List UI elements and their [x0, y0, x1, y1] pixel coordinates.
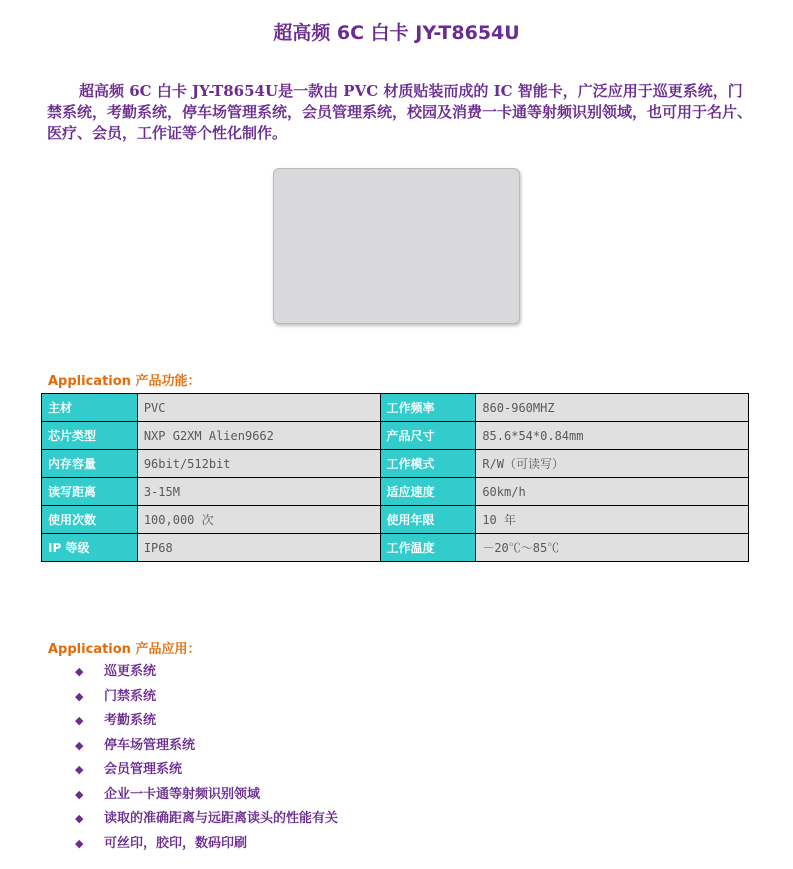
diamond-bullet-icon: ◆: [75, 812, 84, 826]
spec-value: 860-960MHZ: [476, 394, 749, 422]
spec-row: [42, 422, 749, 450]
spec-value: －20℃～85℃: [476, 534, 749, 562]
product-intro: 超高频 6C 白卡 JY-T8654U是一款由 PVC 材质贴装而成的 IC 智能卡，广泛应用于巡更系统，门禁系统，考勤系统，停车场管理系统，会员管理系统，校园及消费一卡通等射频识别领域，也可用于名片、医疗、会员，工作证等个性化制作。: [47, 82, 753, 142]
spec-label: 工作频率: [380, 394, 476, 422]
spec-row: [42, 534, 749, 562]
spec-value: 85.6*54*0.84mm: [476, 422, 749, 450]
spec-label: 产品尺寸: [380, 422, 476, 450]
spec-row: [42, 506, 749, 534]
page-title: 超高频 6C 白卡 JY-T8654U: [273, 22, 520, 44]
spec-value: 3-15M: [137, 478, 380, 506]
spec-label: 使用年限: [380, 506, 476, 534]
application-heading: Application 产品应用：: [48, 642, 201, 657]
spec-value: 10 年: [476, 506, 749, 534]
white-card-image: [273, 168, 520, 324]
diamond-bullet-icon: ◆: [75, 787, 84, 801]
list-item: [75, 709, 338, 734]
spec-row: [42, 394, 749, 422]
spec-row: [42, 478, 749, 506]
diamond-bullet-icon: ◆: [75, 714, 84, 728]
spec-label: 使用次数: [42, 506, 138, 534]
list-item: [75, 734, 338, 759]
spec-value: NXP G2XM Alien9662: [137, 422, 380, 450]
spec-label: 内存容量: [42, 450, 138, 478]
spec-table: [41, 393, 749, 562]
spec-label: 工作模式: [380, 450, 476, 478]
spec-value: IP68: [137, 534, 380, 562]
spec-label: 主材: [42, 394, 138, 422]
list-item-label: 门禁系统: [104, 688, 157, 704]
spec-value: 100,000 次: [137, 506, 380, 534]
list-item-label: 企业一卡通等射频识别领域: [104, 786, 261, 802]
list-item-label: 停车场管理系统: [104, 737, 196, 753]
spec-label: 芯片类型: [42, 422, 138, 450]
spec-value: PVC: [137, 394, 380, 422]
diamond-bullet-icon: ◆: [75, 665, 84, 679]
spec-value: R/W（可读写）: [476, 450, 749, 478]
spec-row: [42, 450, 749, 478]
list-item-label: 可丝印，胶印，数码印刷: [104, 835, 248, 851]
list-item-label: 会员管理系统: [104, 762, 183, 778]
spec-value: 60km/h: [476, 478, 749, 506]
diamond-bullet-icon: ◆: [75, 763, 84, 777]
spec-label: IP 等级: [42, 534, 138, 562]
list-item: [75, 758, 338, 783]
list-item: [75, 783, 338, 808]
spec-label: 适应速度: [380, 478, 476, 506]
diamond-bullet-icon: ◆: [75, 689, 84, 703]
list-item: [75, 832, 338, 857]
list-item-label: 考勤系统: [104, 713, 157, 729]
spec-label: 工作温度: [380, 534, 476, 562]
application-list: [75, 660, 338, 856]
diamond-bullet-icon: ◆: [75, 738, 84, 752]
diamond-bullet-icon: ◆: [75, 836, 84, 850]
list-item-label: 巡更系统: [104, 664, 157, 680]
spec-label: 读写距离: [42, 478, 138, 506]
list-item: [75, 660, 338, 685]
list-item: [75, 807, 338, 832]
list-item-label: 读取的准确距离与远距离读头的性能有关: [104, 811, 339, 827]
spec-value: 96bit/512bit: [137, 450, 380, 478]
function-heading: Application 产品功能：: [48, 374, 201, 389]
list-item: [75, 685, 338, 710]
